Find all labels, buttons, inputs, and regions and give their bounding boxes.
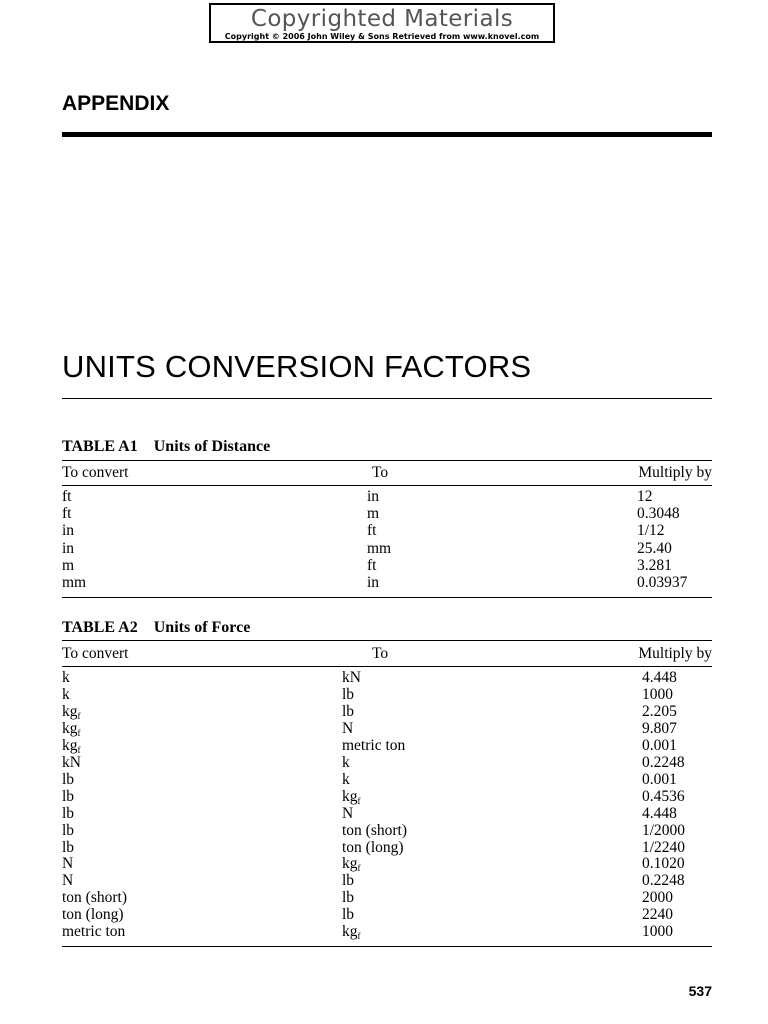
cell-from-unit: lb [62,804,75,822]
heading-rule [62,132,712,137]
copyright-watermark [209,3,555,43]
table-row [62,505,712,522]
table-row [62,574,712,591]
cell-to-unit: kN [342,669,361,686]
cell-from-unit: in [62,539,75,557]
cell-to-unit: N [342,719,354,737]
table-a2-header-row [62,645,712,662]
cell-multiplier: 12 [637,488,653,505]
table-a1-top-rule [62,460,712,461]
header-to: To [372,645,389,662]
cell-from-unit: $kg_f$ [62,736,81,755]
table-row [62,669,712,686]
table-a2-name: Units of Force [153,619,251,636]
cell-to-unit: lb [342,906,355,924]
cell-from-unit: $kg_f$ [62,719,81,738]
header-multiply-by: Multiply by [638,464,712,481]
table-row [62,872,712,889]
cell-to-unit: lb [342,685,355,703]
cell-to-unit: in [367,574,380,591]
cell-to-unit: k [342,753,350,771]
cell-multiplier: 2.205 [642,702,677,720]
cell-to-unit: ft [367,556,377,574]
header-to-convert: To convert [62,464,129,481]
cell-to-unit: ft [367,522,377,540]
watermark-subtitle: Copyright © 2006 John Wiley & Sons Retrieved from www.knovel.com [224,32,540,41]
cell-from-unit: lb [62,821,75,839]
table-row [62,522,712,539]
table-a1-name: Units of Distance [153,438,271,455]
table-row [62,771,712,788]
cell-multiplier: 9.807 [642,719,677,737]
table-row [62,822,712,839]
cell-to-unit: $kg_f$ [342,787,361,806]
cell-multiplier: 0.4536 [642,787,685,805]
cell-multiplier: 0.3048 [637,505,680,523]
cell-from-unit: m [62,556,75,574]
table-row [62,839,712,856]
cell-multiplier: 0.001 [642,736,677,754]
watermark-title: Copyrighted Materials [250,6,514,32]
cell-from-unit: kN [62,753,81,771]
table-row [62,754,712,771]
cell-multiplier: 2000 [642,889,673,907]
cell-from-unit: metric ton [62,923,126,941]
table-row [62,855,712,872]
table-row [62,557,712,574]
cell-multiplier: 1/2000 [642,821,686,839]
cell-from-unit: lb [62,838,75,856]
cell-multiplier: 0.2248 [642,872,685,890]
cell-to-unit: ton (long) [342,838,404,856]
title-rule [62,398,712,399]
table-a1-bottom-rule [62,597,712,598]
cell-from-unit: in [62,522,75,540]
cell-from-unit: N [62,855,74,873]
table-a2-caption [62,619,250,637]
cell-from-unit: ft [62,488,72,505]
table-a2-top-rule [62,640,712,641]
cell-to-unit: m [367,505,380,523]
appendix-heading: APPENDIX [62,92,170,115]
cell-to-unit: ton (short) [342,821,408,839]
cell-multiplier: 4.448 [642,804,677,822]
table-row [62,788,712,805]
cell-to-unit: $kg_f$ [342,923,361,942]
cell-multiplier: 0.03937 [637,574,688,591]
cell-to-unit: $kg_f$ [342,855,361,874]
cell-multiplier: 25.40 [637,539,672,557]
cell-to-unit: k [342,770,350,788]
table-a2-label: TABLE A2 [62,619,138,636]
table-row [62,686,712,703]
table-row [62,805,712,822]
cell-from-unit: N [62,872,74,890]
cell-multiplier: 4.448 [642,669,677,686]
cell-multiplier: 0.2248 [642,753,685,771]
cell-from-unit: k [62,685,70,703]
cell-multiplier: 3.281 [637,556,672,574]
cell-from-unit: mm [62,574,87,591]
cell-multiplier: 1/12 [637,522,665,540]
cell-multiplier: 1/2240 [642,838,686,856]
cell-multiplier: 1000 [642,685,673,703]
table-a1-header-row [62,464,712,481]
header-multiply-by: Multiply by [638,645,712,662]
cell-to-unit: N [342,804,354,822]
table-a1-caption [62,438,270,456]
table-a1-header-rule [62,485,712,486]
cell-from-unit: ton (short) [62,889,128,907]
cell-to-unit: in [367,488,380,505]
cell-from-unit: k [62,669,70,686]
cell-from-unit: ton (long) [62,906,124,924]
table-row [62,540,712,557]
cell-multiplier: 0.001 [642,770,677,788]
cell-multiplier: 2240 [642,906,673,924]
cell-multiplier: 0.1020 [642,855,685,873]
cell-from-unit: ft [62,505,72,523]
cell-to-unit: lb [342,872,355,890]
table-row [62,889,712,906]
page-number: 537 [688,983,712,999]
cell-to-unit: lb [342,702,355,720]
page-title: UNITS CONVERSION FACTORS [62,349,532,384]
table-a1-label: TABLE A1 [62,438,138,455]
table-row [62,720,712,737]
table-a2-bottom-rule [62,946,712,947]
cell-from-unit: lb [62,770,75,788]
cell-from-unit: $kg_f$ [62,702,81,721]
table-row [62,906,712,923]
cell-to-unit: lb [342,889,355,907]
header-to: To [372,464,389,481]
cell-multiplier: 1000 [642,923,673,941]
cell-to-unit: metric ton [342,736,406,754]
header-to-convert: To convert [62,645,129,662]
table-row [62,488,712,505]
cell-from-unit: lb [62,787,75,805]
table-row [62,703,712,720]
table-a2-header-rule [62,666,712,667]
cell-to-unit: mm [367,539,392,557]
table-row [62,737,712,754]
table-row [62,923,712,940]
